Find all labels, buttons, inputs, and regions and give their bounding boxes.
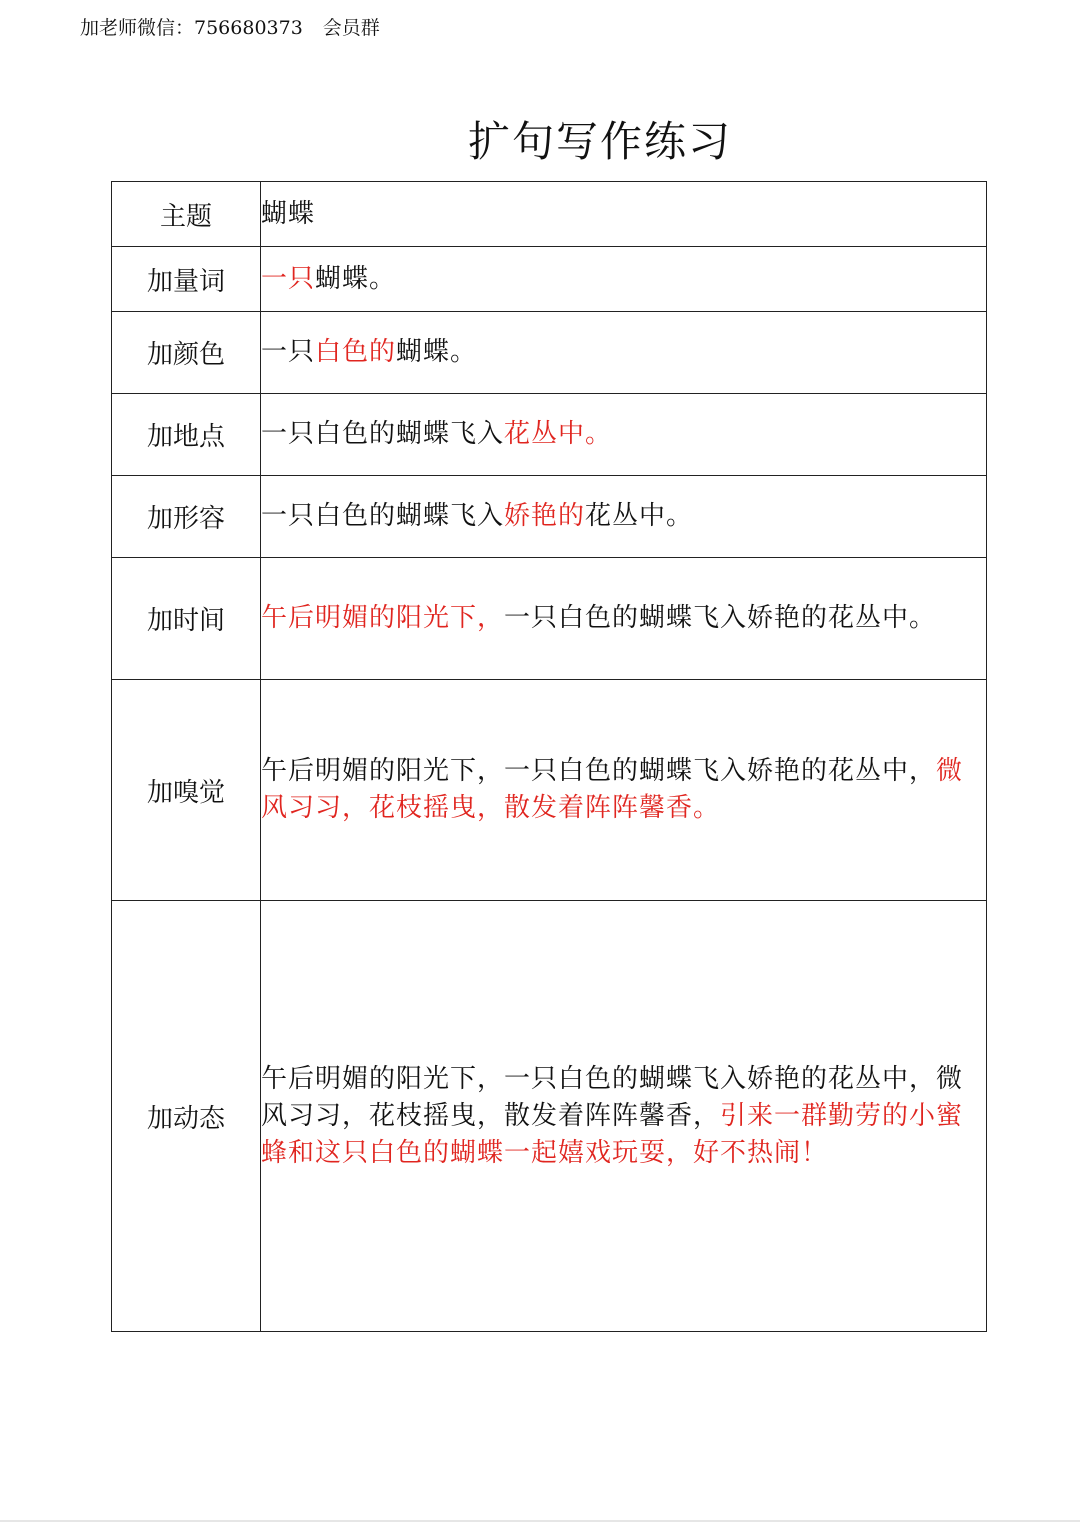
row-sentence (261, 680, 987, 901)
row-label: 加动态 (112, 901, 261, 1332)
row-label: 加量词 (112, 247, 261, 312)
header-note (80, 14, 380, 42)
added-segment: 娇艳的 (504, 501, 586, 531)
added-segment: 午后明媚的阳光下， (261, 603, 505, 633)
table-row-smell (112, 680, 987, 901)
row-label: 加地点 (112, 394, 261, 476)
row-label: 加颜色 (112, 312, 261, 394)
added-segment: 引来一群勤劳的小蜜蜂和这只白色的蝴蝶一起嬉戏玩耍，好不热闹！ (261, 1100, 964, 1168)
added-segment: 微风习习，花枝摇曳，散发着阵阵馨香。 (261, 756, 964, 823)
row-sentence (261, 901, 987, 1332)
row-label: 加嗅觉 (112, 680, 261, 901)
added-segment: 白色的 (315, 337, 397, 367)
member-group-label: 会员群 (322, 17, 380, 39)
row-sentence (261, 312, 987, 394)
added-segment: 一只 (261, 263, 316, 294)
sentence-segment: 一只白色的蝴蝶飞入娇艳的花丛中。 (504, 603, 937, 633)
teacher-contact: 加老师微信：756680373 (80, 17, 303, 39)
row-label: 加时间 (112, 558, 261, 680)
sentence-segment: 蝴蝶 (261, 198, 316, 229)
row-sentence (261, 476, 987, 558)
table-row-time (112, 558, 987, 680)
row-sentence (261, 558, 987, 680)
sentence-segment: 午后明媚的阳光下，一只白色的蝴蝶飞入娇艳的花丛中，微风习习，花枝摇曳，散发着阵阵馨香， (261, 1063, 964, 1131)
page-title: 扩句写作练习 (467, 117, 732, 166)
row-label: 加形容 (112, 476, 261, 558)
added-segment: 花丛中。 (504, 419, 613, 449)
sentence-segment: 一只白色的蝴蝶飞入 (261, 419, 505, 449)
table-row-topic (112, 182, 987, 247)
sentence-expansion-table (111, 181, 987, 1332)
sentence-segment: 蝴蝶。 (396, 337, 478, 367)
row-sentence (261, 182, 987, 247)
table-row-place (112, 394, 987, 476)
sentence-segment: 一只白色的蝴蝶飞入 (261, 501, 505, 531)
table-row-color (112, 312, 987, 394)
table-row-description (112, 476, 987, 558)
sentence-segment: 午后明媚的阳光下，一只白色的蝴蝶飞入娇艳的花丛中， (261, 756, 937, 786)
row-label: 主题 (112, 182, 261, 247)
sentence-segment: 花丛中。 (585, 501, 694, 531)
row-sentence (261, 394, 987, 476)
sentence-segment: 一只 (261, 337, 316, 367)
sentence-segment: 蝴蝶。 (315, 263, 397, 294)
table-row-action (112, 901, 987, 1332)
row-sentence (261, 247, 987, 312)
table-row-measure-word (112, 247, 987, 312)
